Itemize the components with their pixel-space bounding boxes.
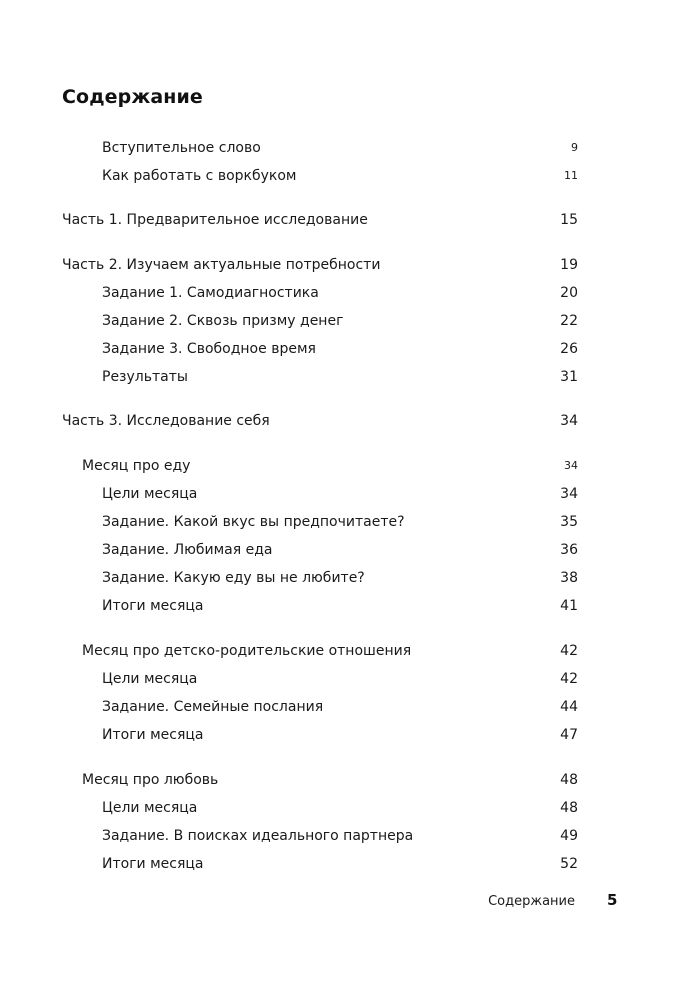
toc-entry-page: 52 bbox=[560, 856, 578, 872]
toc-entry-page: 42 bbox=[560, 643, 578, 659]
toc-entry bbox=[0, 567, 682, 589]
toc-entry-title: Задание. Какую еду вы не любите? bbox=[102, 570, 365, 586]
toc-entry-title: Задание. Семейные послания bbox=[102, 699, 324, 715]
toc-entry-page: 20 bbox=[560, 285, 578, 301]
toc-entry bbox=[0, 797, 682, 819]
toc-entry-page: 34 bbox=[560, 413, 578, 429]
toc-entry-page: 9 bbox=[571, 141, 578, 154]
toc-entry bbox=[0, 338, 682, 360]
toc-entry bbox=[0, 595, 682, 617]
toc-entry bbox=[0, 668, 682, 690]
toc-entry-page: 41 bbox=[560, 598, 578, 614]
toc-entry bbox=[0, 825, 682, 847]
toc-entry-title: Итоги месяца bbox=[102, 727, 204, 743]
toc-entry-page: 31 bbox=[560, 369, 578, 385]
toc-entry bbox=[0, 366, 682, 388]
toc-entry bbox=[0, 640, 682, 662]
toc-entry-page: 11 bbox=[564, 169, 578, 182]
toc-entry bbox=[0, 165, 682, 187]
toc-entry-page: 36 bbox=[560, 542, 578, 558]
toc-entry bbox=[0, 511, 682, 533]
toc-entry-page: 15 bbox=[560, 212, 578, 228]
toc-entry bbox=[0, 310, 682, 332]
toc-entry-title: Месяц про еду bbox=[82, 458, 191, 474]
toc-entry-title: Итоги месяца bbox=[102, 598, 204, 614]
toc-entry bbox=[0, 724, 682, 746]
toc-entry bbox=[0, 410, 682, 432]
toc-entry-title: Задание 2. Сквозь призму денег bbox=[102, 313, 344, 329]
toc-entry-page: 22 bbox=[560, 313, 578, 329]
toc-entry-page: 48 bbox=[560, 800, 578, 816]
toc-entry-page: 44 bbox=[560, 699, 578, 715]
toc-entry-title: Месяц про детско-родительские отношения bbox=[82, 643, 412, 659]
toc-entry bbox=[0, 539, 682, 561]
toc-entry-page: 38 bbox=[560, 570, 578, 586]
toc-entry bbox=[0, 254, 682, 276]
toc-entry-title: Задание. Любимая еда bbox=[102, 542, 273, 558]
toc-entry bbox=[0, 282, 682, 304]
toc-entry-page: 48 bbox=[560, 772, 578, 788]
toc-entry-title: Часть 3. Исследование себя bbox=[62, 413, 270, 429]
toc-entry-page: 35 bbox=[560, 514, 578, 530]
toc-entry-page: 34 bbox=[560, 486, 578, 502]
toc-entry bbox=[0, 455, 682, 477]
toc-entry-title: Месяц про любовь bbox=[82, 772, 219, 788]
toc-entry-page: 26 bbox=[560, 341, 578, 357]
toc-entry-title: Задание 1. Самодиагностика bbox=[102, 285, 319, 301]
toc-entry-title: Результаты bbox=[102, 369, 188, 385]
toc-entry-title: Задание. Какой вкус вы предпочитаете? bbox=[102, 514, 405, 530]
toc-entry-page: 34 bbox=[564, 459, 578, 472]
toc-entry bbox=[0, 209, 682, 231]
toc-entry-page: 49 bbox=[560, 828, 578, 844]
page-title: Содержание bbox=[62, 86, 203, 108]
running-footer-label: Содержание bbox=[488, 894, 575, 909]
toc-entry-page: 42 bbox=[560, 671, 578, 687]
toc-entry-title: Цели месяца bbox=[102, 800, 198, 816]
toc-entry-title: Вступительное слово bbox=[102, 140, 261, 156]
toc-entry-page: 19 bbox=[560, 257, 578, 273]
toc-entry-page: 47 bbox=[560, 727, 578, 743]
toc-entry-title: Задание. В поисках идеального партнера bbox=[102, 828, 414, 844]
toc-entry-title: Итоги месяца bbox=[102, 856, 204, 872]
page-number: 5 bbox=[607, 891, 618, 909]
toc-entry-title: Как работать с воркбуком bbox=[102, 168, 297, 184]
toc-entry bbox=[0, 137, 682, 159]
toc-entry-title: Часть 2. Изучаем актуальные потребности bbox=[62, 257, 381, 273]
toc-entry bbox=[0, 769, 682, 791]
toc-entry-title: Часть 1. Предварительное исследование bbox=[62, 212, 368, 228]
toc-entry bbox=[0, 483, 682, 505]
toc-entry-title: Задание 3. Свободное время bbox=[102, 341, 316, 357]
toc-entry-title: Цели месяца bbox=[102, 486, 198, 502]
toc-entry-title: Цели месяца bbox=[102, 671, 198, 687]
toc-entry bbox=[0, 853, 682, 875]
toc-entry bbox=[0, 696, 682, 718]
